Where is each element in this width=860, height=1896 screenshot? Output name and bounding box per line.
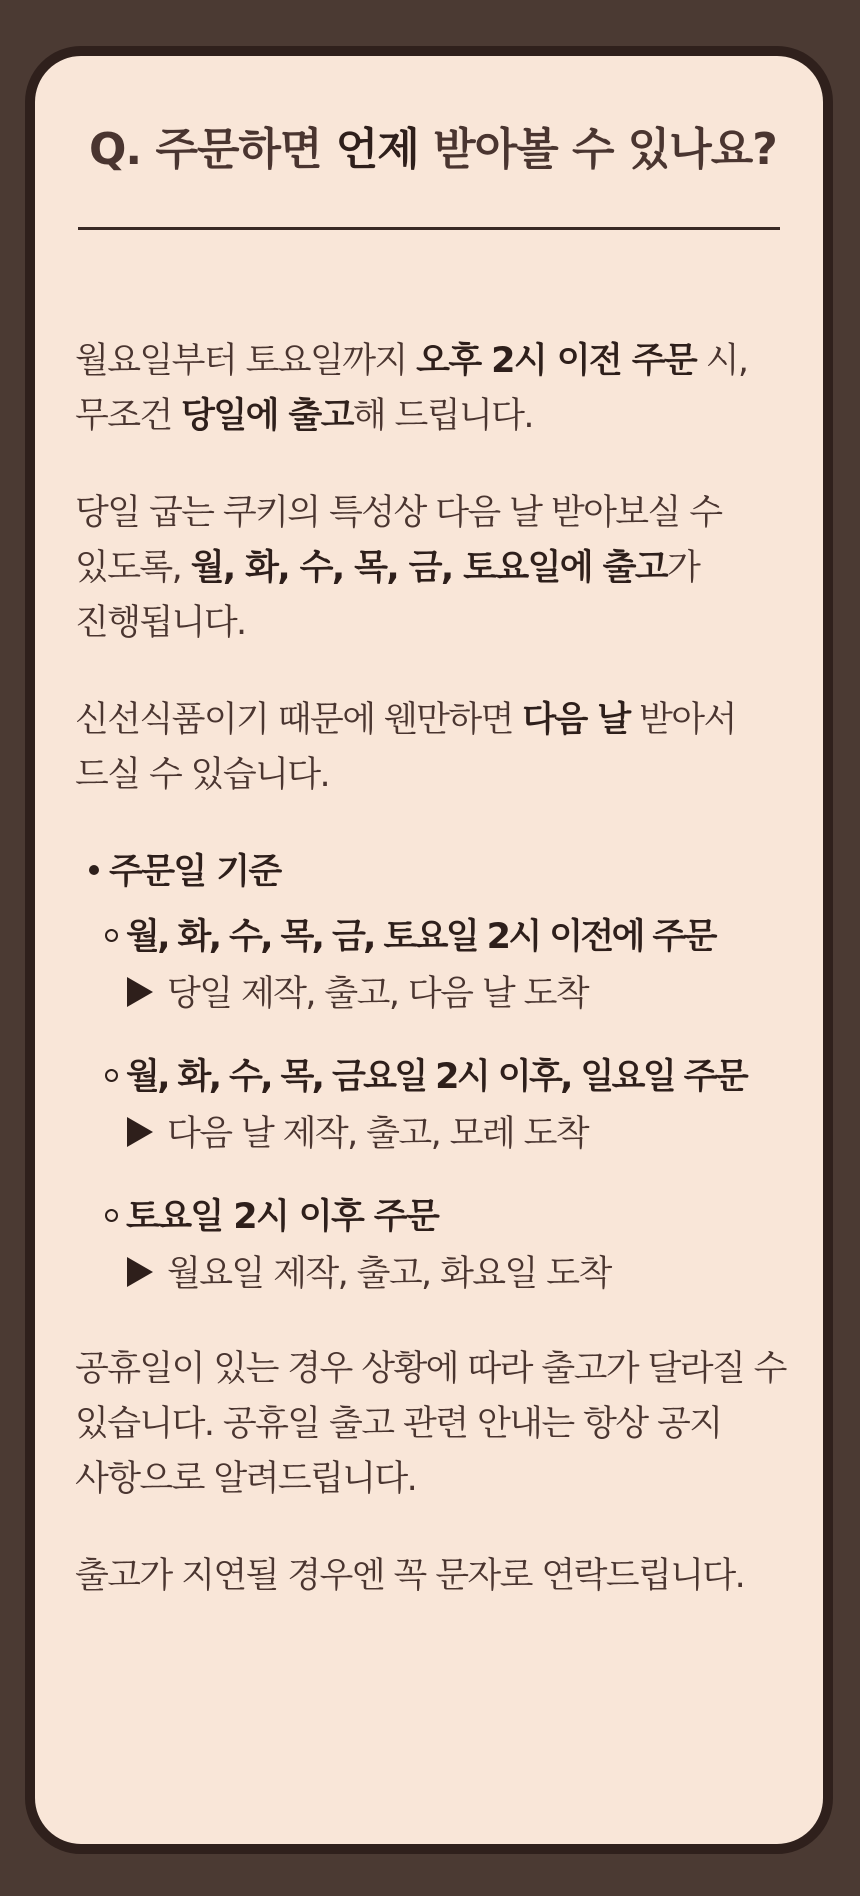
p1-text-1: 월요일부터 토요일까지 xyxy=(75,341,417,381)
list-item xyxy=(75,910,795,1022)
circle-bullet-icon xyxy=(105,1209,118,1222)
p3-bold-1: 다음 날 xyxy=(522,700,630,740)
answer-paragraph-holidays: 공휴일이 있는 경우 상황에 따라 출고가 달라질 수 있습니다. 공휴일 출고 관련 안내는 항상 공지 사항으로 알려드립니다. xyxy=(75,1349,786,1499)
bullet-icon xyxy=(89,865,99,875)
p1-bold-2: 당일에 출고 xyxy=(181,396,353,436)
list-item xyxy=(75,1050,795,1162)
list-item-detail-text: 당일 제작, 출고, 다음 날 도착 xyxy=(167,974,588,1014)
list-item-title-text: 월, 화, 수, 목, 금, 토요일 2시 이전에 주문 xyxy=(126,917,715,957)
list-item-title xyxy=(75,1190,795,1245)
p2-text-2: 가 진행됩니다. xyxy=(75,548,700,643)
p1-text-2: 시, 무조건 xyxy=(75,341,748,436)
list-item-detail xyxy=(75,1107,795,1162)
p3-text-1: 신선식품이기 때문에 웬만하면 xyxy=(75,700,523,740)
faq-card xyxy=(25,46,833,1854)
order-schedule-list xyxy=(75,845,795,1302)
list-item-title xyxy=(75,910,795,965)
question-prefix: Q. 주문하면 xyxy=(89,124,336,175)
question-suffix: 받아볼 수 있나요? xyxy=(418,124,777,175)
p2-bold-1: 월, 화, 수, 목, 금, 토요일에 출고 xyxy=(190,548,667,588)
list-item-title-text: 월, 화, 수, 목, 금요일 2시 이후, 일요일 주문 xyxy=(126,1057,747,1097)
answer-paragraph-cutoff xyxy=(75,334,795,444)
p3-text-2: 받아서 드실 수 있습니다. xyxy=(75,700,736,795)
p2-text-1: 당일 굽는 쿠키의 특성상 다음 날 받아보실 수 있도록, xyxy=(75,493,722,588)
divider xyxy=(78,227,780,230)
list-heading xyxy=(75,845,795,900)
list-item xyxy=(75,1190,795,1302)
list-heading-label: 주문일 기준 xyxy=(109,852,281,892)
question-emphasis: 언제 xyxy=(335,124,419,175)
circle-bullet-icon xyxy=(105,1069,118,1082)
list-item-detail-text: 월요일 제작, 출고, 화요일 도착 xyxy=(167,1254,611,1294)
list-item-title xyxy=(75,1050,795,1105)
answer-paragraph-freshness xyxy=(75,693,795,803)
list-item-title-text: 토요일 2시 이후 주문 xyxy=(126,1197,439,1237)
triangle-arrow-icon xyxy=(127,1117,153,1147)
list-item-detail-text: 다음 날 제작, 출고, 모레 도착 xyxy=(167,1114,588,1154)
triangle-arrow-icon xyxy=(127,977,153,1007)
p1-text-3: 해 드립니다. xyxy=(352,396,533,436)
list-item-detail xyxy=(75,967,795,1022)
answer-paragraph-delay: 출고가 지연될 경우엔 꼭 문자로 연락드립니다. xyxy=(75,1556,745,1596)
triangle-arrow-icon xyxy=(127,1257,153,1287)
answer-paragraph-shipping-days xyxy=(75,486,795,651)
list-item-detail xyxy=(75,1247,795,1302)
p1-bold-1: 오후 2시 이전 주문 xyxy=(416,341,697,381)
faq-answer xyxy=(75,334,795,1604)
circle-bullet-icon xyxy=(105,929,118,942)
faq-question xyxy=(89,120,777,180)
